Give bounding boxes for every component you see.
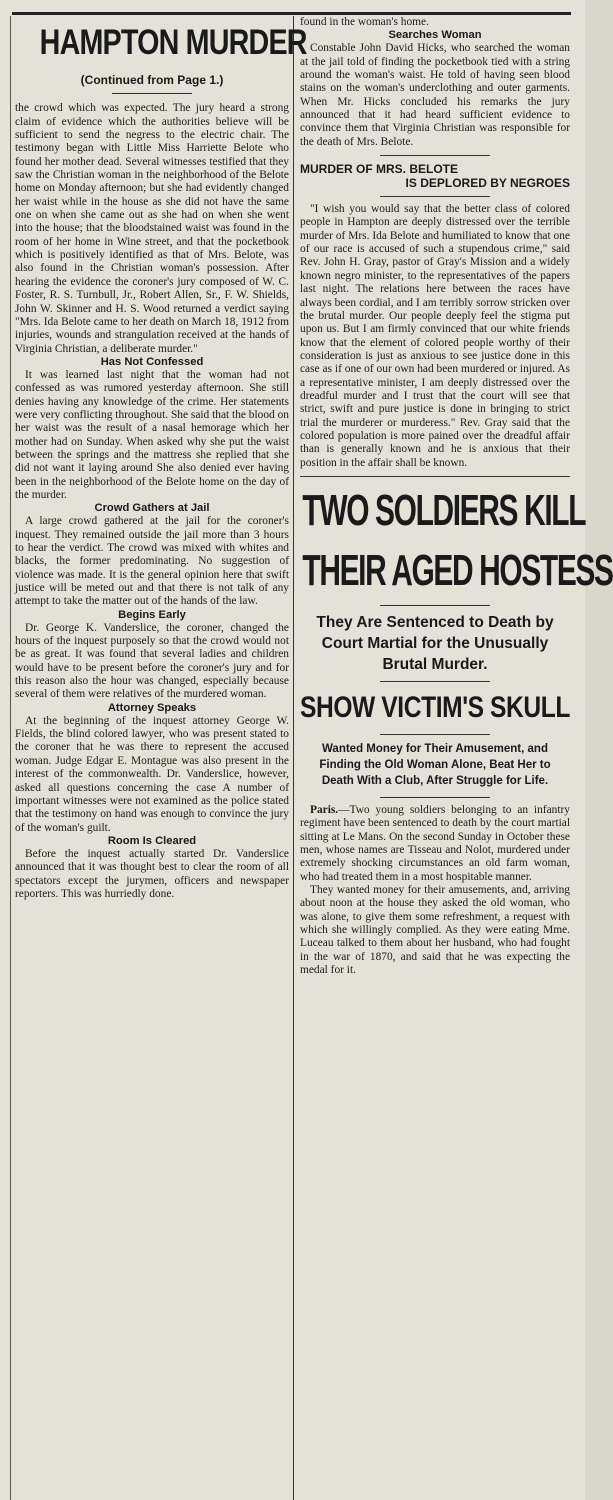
paragraph-paris-text: —Two young soldiers belonging to an infantry regiment have been sentenced to death by the court martial sitting at Le Mans. On the second Sunday in October these men, whose names are Tisseau and Nolot, murdered under extremely shocking circumstances an old farm woman, who had treated them in a most hospitable manner. [300, 803, 570, 883]
dateline-paris: Paris. [310, 803, 339, 816]
subhead-crowd-gathers: Crowd Gathers at Jail [94, 502, 210, 515]
short-rule [112, 93, 192, 94]
top-rule [12, 12, 571, 15]
subhead-searches-woman: Searches Woman [388, 29, 482, 42]
intro-paragraph: the crowd which was expected. The jury heard a strong claim of evidence which the authorities believe will be sufficient to send the negress to the electric chair. The testimony began with Little Miss Harriette Belote who found her mother dead. Several witnesses testified that they saw the Christian woman in the neighborhood of the Belote home on Monday afternoon; but she had evidently changed her waist while in the house as she did not have the same one on when she came out as she had on when she went into the house; that the bloodstained waist was found in the room of her home in Wine street, and that the pocketbook which is positively identified as that of Mrs. Belote, was also found in the Christian woman's possession. After hearing the evidence the coroner's jury composed of W. C. Foster, R. S. Turnbull, Jr., Robert Allen, Sr., F. W. Shields, John W. Skinner and H. S. Wood returned a verdict saying "Mrs. Ida Belote came to her death on March 18, 1912 from injuries, wounds and strangulation received at the hands of Virginia Christian, a deliberate murder." [15, 102, 289, 355]
article-rule [300, 476, 570, 477]
deck-wanted-money: Wanted Money for Their Amusement, and Finding the Old Woman Alone, Beat Her to Death With a Club, After Struggle for Life. [319, 742, 551, 787]
subhead-room-cleared: Room Is Cleared [107, 834, 197, 847]
deck-rule [380, 605, 490, 606]
paragraph-crowd-gathers: A large crowd gathered at the jail for the coroner's inquest. They remained outside the jail more than 3 hours to hear the verdict. The crowd was mixed with whites and blacks, the former predominating. No suggestion of violence was made. It is the general opinion here that swift justice will be meted out and that there is not talk of any attempt to take the matter out of the hands of the law. [15, 515, 289, 608]
deck-sentenced: They Are Sentenced to Death by Court Martial for the Unusually Brutal Murder. [316, 613, 554, 673]
paragraph-attorney-speaks: At the beginning of the inquest attorney George W. Fields, the blind colored lawyer, who was present stated to the coroner that he was there to represent the accused woman. Judge Edgar E. Montague was also present in the interest of the commonwealth. Dr. Vanderslice, however, asked all questions concerning the case A number of important witnesses were not examined as the police stated that the testimony on hand was enough to convince the jury of the woman's guilt. [15, 714, 289, 834]
continued-note: (Continued from Page 1.) [80, 73, 224, 87]
section-rule [380, 196, 490, 197]
section-rule [380, 155, 490, 156]
paragraph-room-cleared: Before the inquest actually started Dr. Vanderslice announced that it was thought best to clear the room of all spectators except the jurymen, officers and newspaper reporters. This was hurriedly done. [15, 847, 289, 900]
right-column [299, 16, 613, 1500]
paragraph-searches-woman: Constable John David Hicks, who searched the woman at the jail told of finding the pocketbook tied with a string around the woman's waist. He told of having seen blood stains on the woman's underclothing and outer garments. When Mr. Hicks concluded his remarks the jury announced that it had heard sufficient evidence to convince them that Virginia Christian was responsible for the death of Mrs. Belote. [300, 42, 570, 148]
subhead-begins-early: Begins Early [118, 608, 186, 621]
headline-hampton-murder: HAMPTON MURDER [39, 23, 307, 62]
deck-rule [380, 734, 490, 735]
left-edge-rule [10, 16, 11, 1500]
paragraph-negroes: "I wish you would say that the better class of colored people in Hampton are deeply distressed over the terrible murder of Mrs. Ida Belote and humiliated to know that one of our race is accused of such a stupendous crime," said Rev. John H. Gray, pastor of Gray's Mission and a widely known negro minister, to the representatives of the papers last night. The relations here between the races have always been cordial, and I am terribly sorrow stricken over the brutal murder. Our people deeply feel the stigma put upon us. But I am firmly convinced that our white friends know that the element of colored people worthy of their consideration is just as anxious to see justice done in this case as if one of our own had been murdered or injured. As a representative minister, I am deeply distressed over the dreadful murder and I trust that the court will see that strict, swift and pure justice is done in bringing to strict trial the murderer or murderess." Rev. Gray said that the colored population is more pained over the dreadful affair than is generally known and he is anxious that their position in the affair shall be known. [300, 203, 570, 469]
headline-show-victims-skull: SHOW VICTIM'S SKULL [299, 690, 571, 724]
paragraph-begins-early: Dr. George K. Vanderslice, the coroner, changed the hours of the inquest purposely so that the crowd would not be as great. It was found that several ladies and children would have to be present before the coroner's jury and for this reason also the hour was changed, especially because several of them were relatives of the murdered woman. [15, 621, 289, 701]
deck-rule [380, 797, 490, 798]
paragraph-has-not-confessed: It was learned last night that the woman had not confessed as was rumored yesterday afternoon. She still denies having any knowledge of the crime. Her statements were very conflicting throughout. She said that the blood on her waist was the result of a nasal hemorage which her mother had on Sunday. When asked why she put the waist between the springs and the mattress she replied that she did not want it laying around She also denied ever having been in the neighborhood of the Belote home on the day of the murder. [15, 368, 289, 501]
subhead-has-not-confessed: Has Not Confessed [100, 355, 204, 368]
deck-rule [380, 681, 490, 682]
headline-negroes-line1: MURDER OF MRS. BELOTE [300, 162, 458, 177]
headline-negroes-line2: IS DEPLORED BY NEGROES [405, 176, 570, 191]
paragraph-paris-2: They wanted money for their amusements, and, arriving about noon at the house they asked the old woman, who was alone, to give them some refreshment, a request with which she willingly complied. As they were eating Mme. Luceau talked to them about her husband, who had fought in the war of 1870, and said that he was expecting the medal for it. [300, 884, 570, 977]
headline-two-soldiers-line1: TWO SOLDIERS KILL [302, 485, 586, 535]
left-column [15, 16, 307, 1500]
column-rule [293, 16, 294, 1500]
paragraph-paris [300, 804, 570, 884]
subhead-attorney-speaks: Attorney Speaks [107, 701, 197, 714]
continuation-line: found in the woman's home. [300, 16, 429, 28]
headline-two-soldiers-line2: THEIR AGED HOSTESS [302, 545, 613, 595]
headline-negroes [300, 162, 570, 190]
